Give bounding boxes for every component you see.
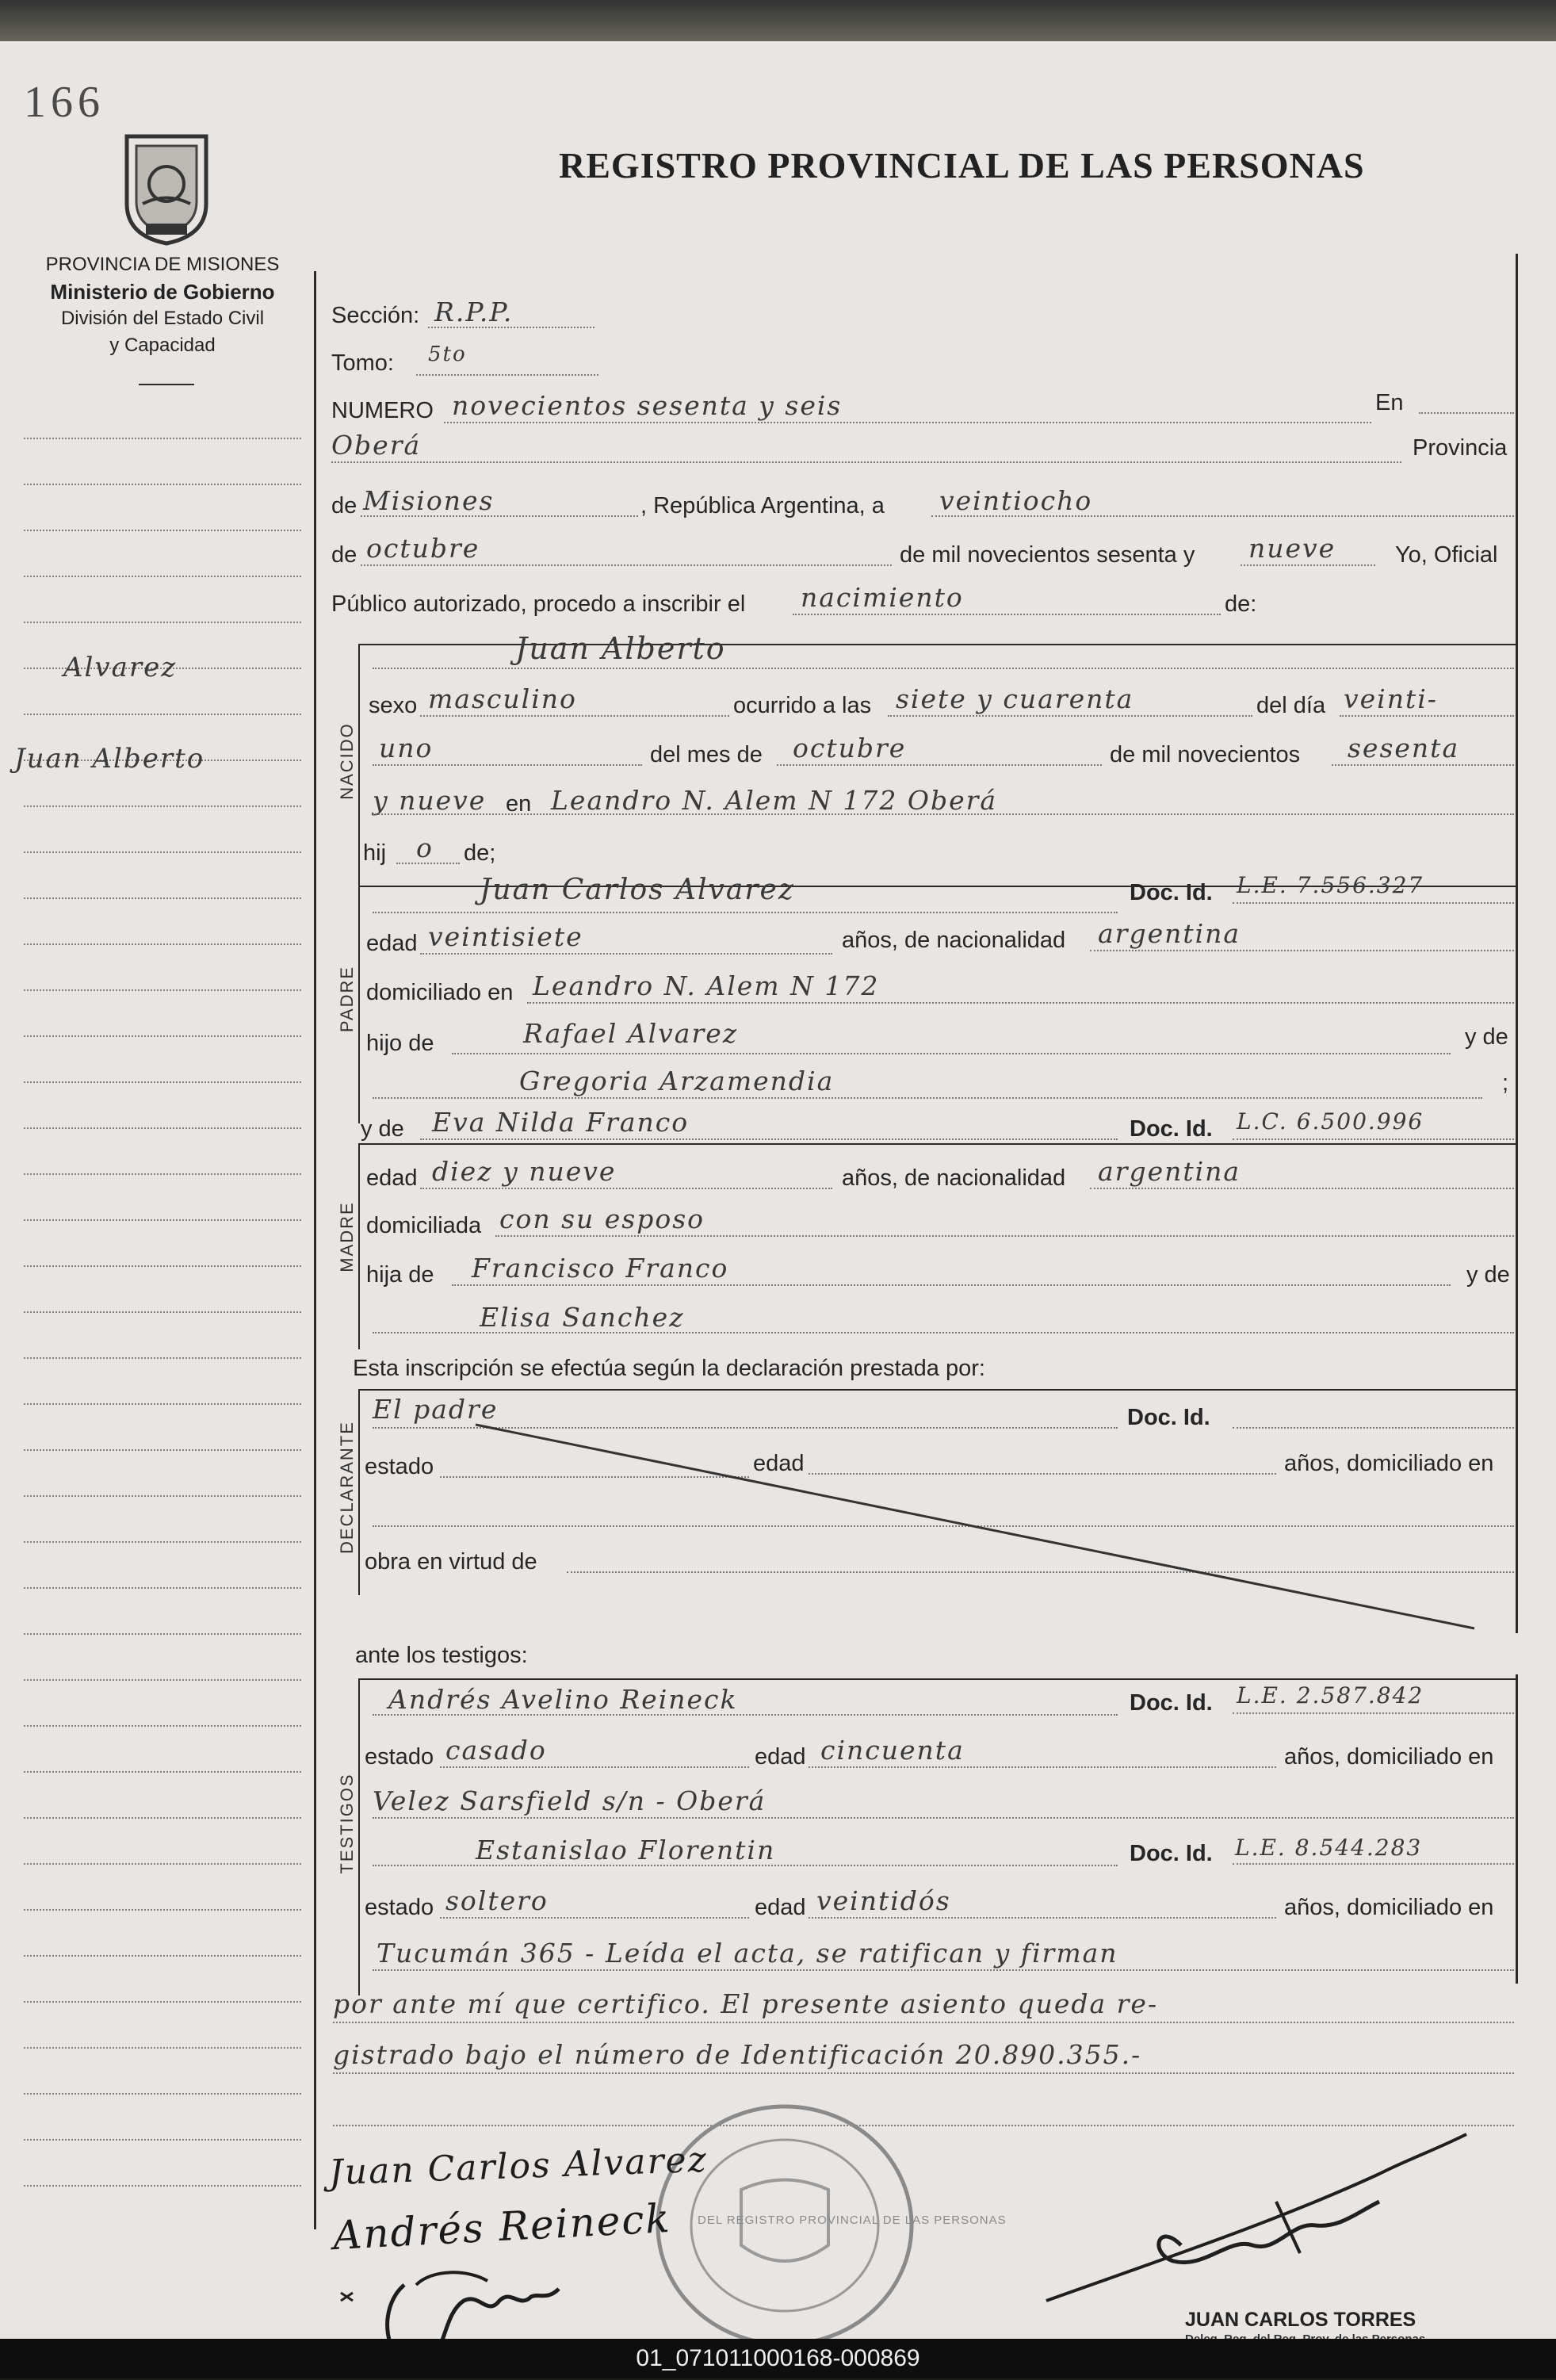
del-dia-label: del día — [1256, 693, 1326, 718]
mes-nacimiento-value: octubre — [793, 733, 907, 763]
madre-nacionalidad-value: argentina — [1098, 1156, 1241, 1187]
declarante-anios-label: años, domiciliado en — [1284, 1451, 1494, 1476]
padre-nombre-value: Juan Carlos Alvarez — [480, 874, 795, 906]
testigo2-estado-label: estado — [365, 1895, 434, 1920]
anio-inscripcion-value: nueve — [1248, 533, 1336, 564]
yo-oficial-label: Yo, Oficial — [1395, 542, 1498, 568]
lugar-value: Oberá — [331, 430, 422, 461]
hij-label: hij — [363, 840, 387, 866]
madre-nombre-value: Eva Nilda Franco — [432, 1107, 690, 1138]
padre-domicilio-label: domiciliado en — [366, 980, 514, 1005]
lugar-nacimiento-value: Leandro N. Alem N 172 Oberá — [551, 785, 998, 816]
de-label-2: de — [331, 542, 357, 568]
de-mil-nov-label: de mil novecientos — [1110, 742, 1301, 767]
tomo-value: 5to — [428, 342, 467, 366]
testigo1-edad-value: cincuenta — [820, 1735, 965, 1766]
madre-nacionalidad-label: años, de nacionalidad — [842, 1165, 1066, 1191]
provincial-seal-icon — [119, 128, 214, 247]
stamp-text: DEL REGISTRO PROVINCIAL DE LAS PERSONAS — [698, 2214, 1007, 2227]
seccion-value: R.P.P. — [434, 297, 514, 327]
padre-hijo-de-label: hijo de — [366, 1031, 434, 1056]
org-line-ministry: Ministerio de Gobierno — [50, 280, 275, 304]
en-lower-label: en — [506, 791, 532, 817]
de-semicolon-label: de; — [464, 840, 496, 866]
testigo1-estado-label: estado — [365, 1744, 434, 1770]
padre-semicolon: ; — [1502, 1070, 1509, 1096]
seccion-label: Sección: — [331, 303, 420, 328]
image-caption: 01_071011000168-000869 — [0, 2339, 1556, 2378]
padre-domicilio-value: Leandro N. Alem N 172 — [533, 970, 880, 1001]
de-colon-label: de: — [1225, 591, 1257, 617]
hora-nacimiento-value: siete y cuarenta — [896, 683, 1134, 714]
dia-nacimiento-value-2: uno — [379, 733, 434, 763]
madre-side-label: MADRE — [337, 1201, 357, 1272]
org-line-division: División del Estado Civil — [60, 308, 265, 329]
declarante-side-label: DECLARANTE — [337, 1421, 357, 1554]
org-line-capacity: y Capacidad — [109, 335, 216, 356]
madre-madre-value: Elisa Sanchez — [480, 1302, 685, 1333]
declarante-estado-label: estado — [365, 1454, 434, 1479]
numero-label: NUMERO — [331, 398, 434, 423]
testigo1-nombre-value: Andrés Avelino Reineck — [388, 1684, 738, 1715]
padre-doc-label: Doc. Id. — [1130, 880, 1213, 905]
en-label: En — [1375, 390, 1404, 415]
testigo2-estado-value: soltero — [445, 1885, 549, 1916]
dia-inscripcion-value: veintiocho — [939, 485, 1093, 516]
padre-edad-label: edad — [366, 931, 418, 956]
madre-doc-value: L.C. 6.500.996 — [1237, 1108, 1424, 1135]
de-mil-label: de mil novecientos sesenta y — [900, 542, 1195, 568]
anio-nacimiento-value-2: y nueve — [373, 785, 487, 816]
organization-block — [8, 251, 317, 359]
testigo1-estado-value: casado — [445, 1735, 547, 1766]
madre-y-de-label-2: y de — [1466, 1262, 1510, 1288]
madre-hija-de-label: hija de — [366, 1262, 434, 1288]
padre-side-label: PADRE — [337, 965, 357, 1033]
nombre-nacido-value: Juan Alberto — [515, 631, 726, 666]
anio-nacimiento-value-1: sesenta — [1348, 733, 1460, 763]
mes-inscripcion-value: octubre — [366, 533, 480, 564]
madre-domicilio-label: domiciliada — [366, 1213, 482, 1238]
cierre-linea-1: Tucumán 365 - Leída el acta, se ratifican y firman — [377, 1938, 1118, 1969]
testigo1-doc-label: Doc. Id. — [1130, 1690, 1213, 1716]
declarante-cancel-stroke — [476, 1421, 1506, 1635]
testigo2-edad-value: veintidós — [816, 1885, 951, 1916]
document-page — [0, 41, 1556, 2339]
testigo2-doc-value: L.E. 8.544.283 — [1235, 1835, 1423, 1861]
numero-value: novecientos sesenta y seis — [452, 390, 843, 421]
testigos-label: ante los testigos: — [355, 1643, 528, 1668]
madre-y-de-label: y de — [361, 1116, 404, 1142]
nacido-side-label: NACIDO — [337, 722, 357, 800]
declarante-value: El padre — [373, 1394, 499, 1425]
madre-padre-value: Francisco Franco — [472, 1253, 729, 1284]
padre-edad-value: veintisiete — [428, 921, 583, 952]
signature-padre: Juan Carlos Alvarez — [328, 2139, 709, 2194]
testigos-side-label: TESTIGOS — [337, 1773, 357, 1874]
officer-name: JUAN CARLOS TORRES — [1185, 2309, 1416, 2331]
testigo2-anios-label: años, domiciliado en — [1284, 1895, 1494, 1920]
sexo-value: masculino — [428, 683, 577, 714]
officer-signature — [1038, 2126, 1482, 2317]
padre-doc-value: L.E. 7.556.327 — [1237, 872, 1424, 898]
de-label: de — [331, 493, 357, 518]
padre-nacionalidad-value: argentina — [1098, 918, 1241, 949]
padre-nacionalidad-label: años, de nacionalidad — [842, 928, 1066, 953]
cierre-linea-2: por ante mí que certifico. El presente asiento queda re- — [333, 1988, 1159, 2019]
testigo1-domicilio-value: Velez Sarsfield s/n - Oberá — [373, 1785, 767, 1816]
testigo1-anios-label: años, domiciliado en — [1284, 1744, 1494, 1770]
acto-value: nacimiento — [801, 582, 964, 613]
provincia-value: Misiones — [363, 485, 495, 516]
page-number: 166 — [24, 78, 105, 127]
testigo2-nombre-value: Estanislao Florentin — [476, 1835, 776, 1865]
provincia-label: Provincia — [1413, 435, 1508, 461]
madre-edad-value: diez y nueve — [432, 1156, 617, 1187]
dia-nacimiento-value-1: veinti- — [1344, 683, 1438, 714]
ocurrido-label: ocurrido a las — [733, 693, 872, 718]
document-title: REGISTRO PROVINCIAL DE LAS PERSONAS — [559, 145, 1365, 186]
sexo-label: sexo — [369, 693, 418, 718]
testigo1-edad-label: edad — [755, 1744, 806, 1770]
padre-y-de-label: y de — [1465, 1024, 1508, 1050]
margin-given-name: Juan Alberto — [14, 743, 205, 775]
testigo2-doc-label: Doc. Id. — [1130, 1841, 1213, 1866]
declarante-doc-label: Doc. Id. — [1127, 1405, 1210, 1430]
hij-letra-value: o — [416, 832, 434, 863]
testigo2-edad-label: edad — [755, 1895, 806, 1920]
testigo1-doc-value: L.E. 2.587.842 — [1237, 1682, 1424, 1708]
publico-label: Público autorizado, procedo a inscribir el — [331, 591, 746, 617]
tomo-label: Tomo: — [331, 350, 394, 376]
inscripcion-label: Esta inscripción se efectúa según la declaración prestada por: — [353, 1356, 985, 1381]
madre-domicilio-value: con su esposo — [499, 1203, 705, 1234]
obra-label: obra en virtud de — [365, 1549, 537, 1575]
madre-doc-label: Doc. Id. — [1130, 1116, 1213, 1142]
madre-edad-label: edad — [366, 1165, 418, 1191]
org-line-province: PROVINCIA DE MISIONES — [45, 254, 280, 275]
del-mes-label: del mes de — [650, 742, 763, 767]
republica-label: , República Argentina, a — [640, 493, 885, 518]
signature-testigo: Andrés Reineck — [331, 2194, 672, 2259]
padre-padre-value: Rafael Alvarez — [523, 1018, 739, 1049]
margin-surname: Alvarez — [63, 652, 178, 683]
declarante-edad-label: edad — [753, 1451, 805, 1476]
padre-madre-value: Gregoria Arzamendia — [519, 1066, 835, 1096]
cierre-linea-3: gistrado bajo el número de Identificación 20.890.355.- — [333, 2039, 1142, 2070]
